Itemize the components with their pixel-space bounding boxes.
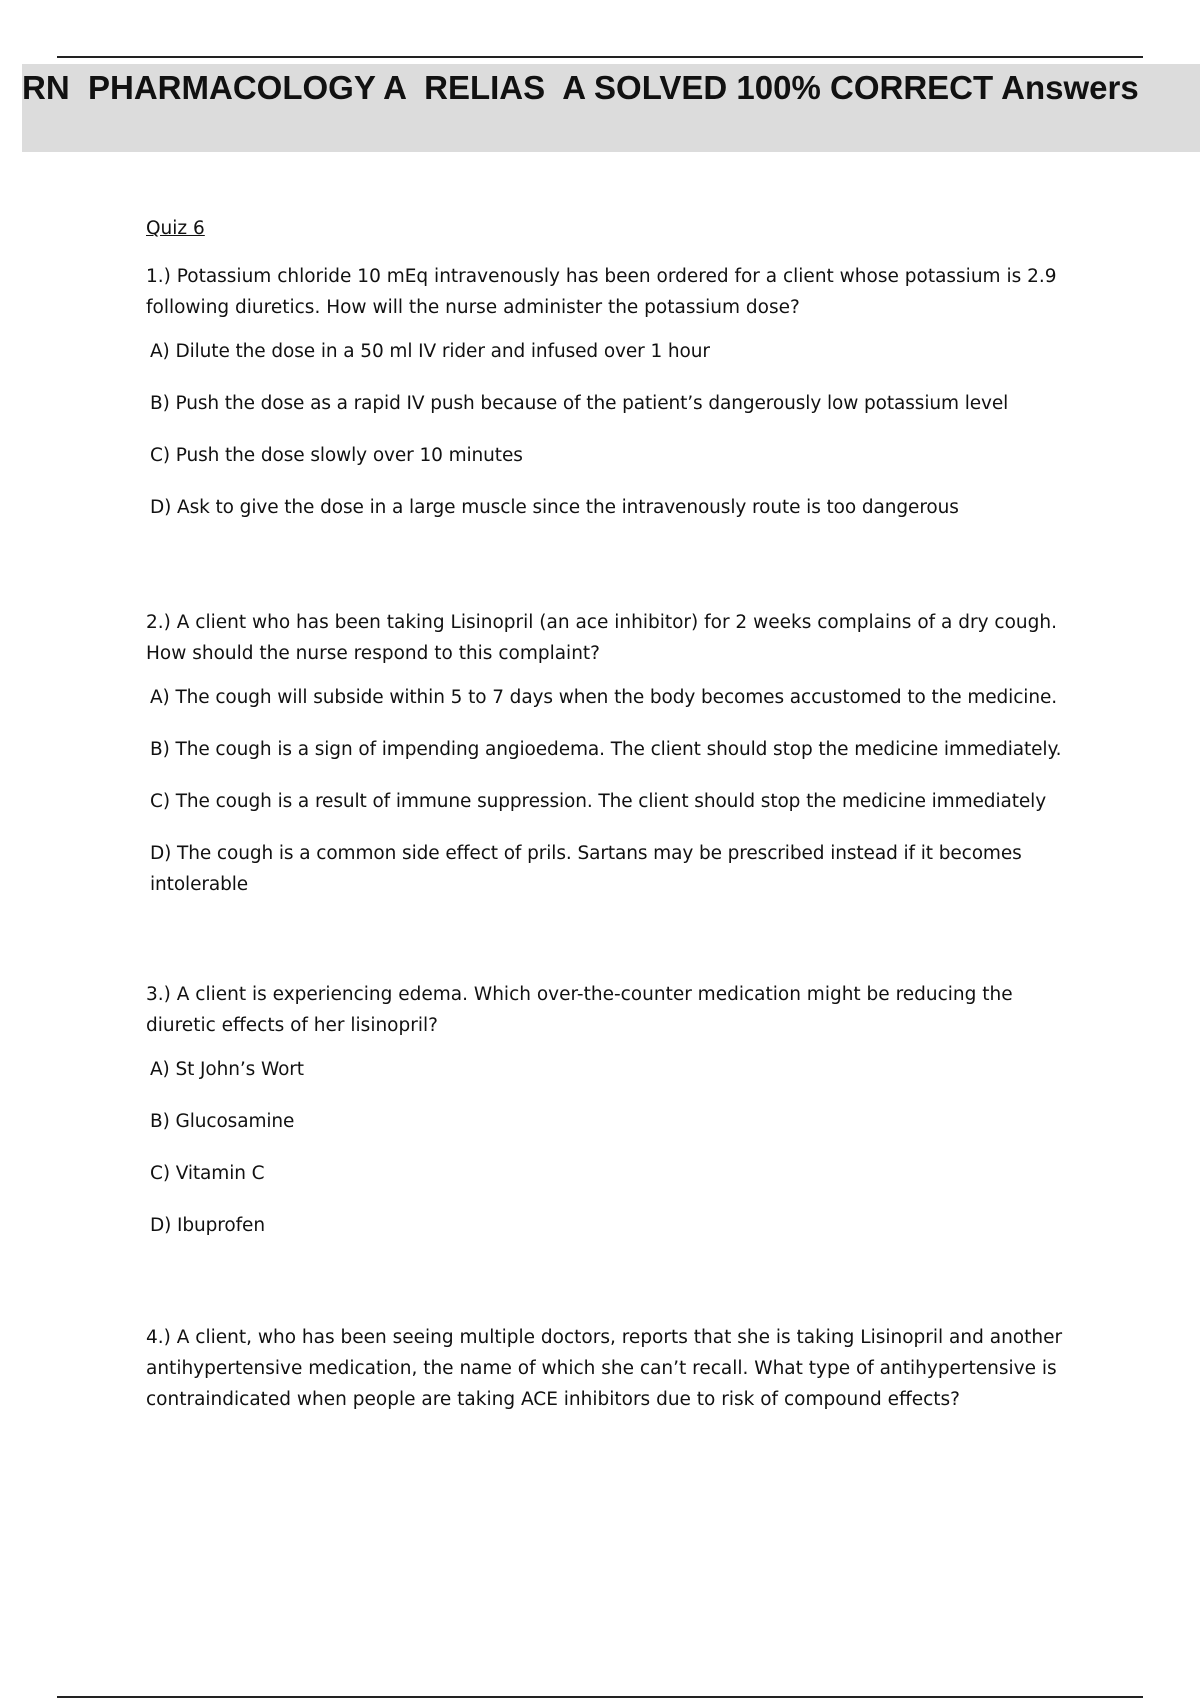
- question-3: [146, 979, 1086, 1241]
- answer-option: C) The cough is a result of immune suppression. The client should stop the medicine immediately: [150, 791, 1047, 812]
- spacer: [146, 1262, 1086, 1322]
- quiz-label: Quiz 6: [146, 218, 205, 239]
- question-1: [146, 261, 1086, 523]
- answer-option: C) Vitamin C: [150, 1163, 265, 1184]
- question-2: [146, 607, 1086, 900]
- question-prompt: 1.) Potassium chloride 10 mEq intravenously has been ordered for a client whose potassium is 2.9 following diuretics. How will the nurse administer the potassium dose?: [146, 266, 1057, 318]
- question-prompt: 3.) A client is experiencing edema. Which over-the-counter medication might be reducing the diuretic effects of her lisinopril?: [146, 984, 1013, 1036]
- question-prompt: 4.) A client, who has been seeing multiple doctors, reports that she is taking Lisinopril and another antihypertensive medication, the name of which she can’t recall. What type of antihypertensive is contraindicated when people are taking ACE inhibitors due to risk of compound effects?: [146, 1327, 1063, 1410]
- answer-option: B) The cough is a sign of impending angioedema. The client should stop the medicine immediately.: [150, 739, 1062, 760]
- answer-option: B) Glucosamine: [150, 1111, 295, 1132]
- spacer: [146, 544, 1086, 607]
- answer-option: A) The cough will subside within 5 to 7 days when the body becomes accustomed to the medicine.: [150, 687, 1058, 708]
- bottom-rule: [57, 1696, 1143, 1698]
- answer-option: D) Ask to give the dose in a large muscle since the intravenously route is too dangerous: [150, 497, 959, 518]
- answer-option: B) Push the dose as a rapid IV push because of the patient’s dangerously low potassium level: [150, 393, 1009, 414]
- question-prompt: 2.) A client who has been taking Lisinopril (an ace inhibitor) for 2 weeks complains of a dry cough. How should the nurse respond to this complaint?: [146, 612, 1057, 664]
- top-rule: [57, 56, 1143, 58]
- answer-option: D) Ibuprofen: [150, 1215, 265, 1236]
- spacer: [146, 921, 1086, 979]
- answer-option: A) Dilute the dose in a 50 ml IV rider and infused over 1 hour: [150, 341, 710, 362]
- answer-option: A) St John’s Wort: [150, 1059, 304, 1080]
- document-title: RN PHARMACOLOGY A RELIAS A SOLVED 100% CORRECT Answers: [22, 69, 1139, 106]
- answer-option: C) Push the dose slowly over 10 minutes: [150, 445, 523, 466]
- document-body: [146, 218, 1086, 1428]
- question-4: [146, 1322, 1086, 1415]
- title-band: [22, 64, 1200, 152]
- answer-option: D) The cough is a common side effect of prils. Sartans may be prescribed instead if it becomes intolerable: [150, 843, 1022, 895]
